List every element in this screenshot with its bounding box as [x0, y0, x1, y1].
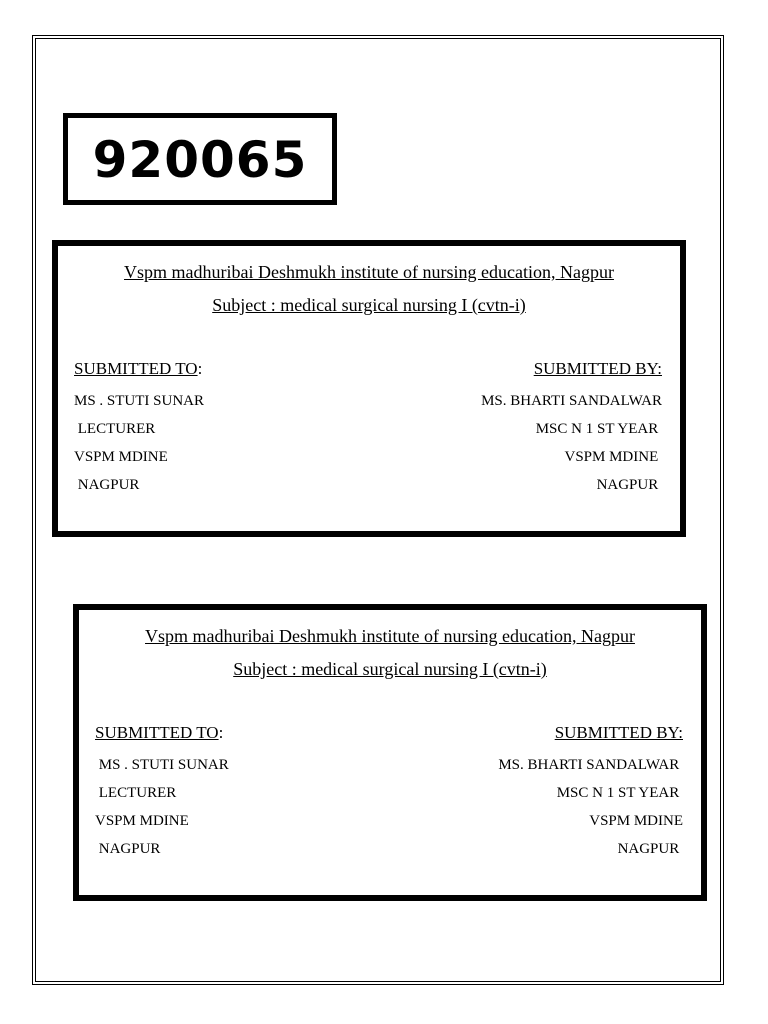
- submitted-to-line: NAGPUR: [74, 477, 140, 493]
- submitted-by-line: VSPM MDINE: [564, 449, 662, 465]
- id-number: 920065: [92, 131, 308, 189]
- submitted-by-line: VSPM MDINE: [589, 813, 683, 829]
- submitted-to-heading: SUBMITTED TO:: [95, 723, 224, 742]
- submission-card-2: [73, 604, 707, 901]
- submitted-to-line: NAGPUR: [95, 841, 161, 857]
- submitted-by-heading: SUBMITTED BY:: [533, 359, 662, 378]
- submitted-to-line: VSPM MDINE: [95, 813, 189, 829]
- submitted-by-heading: SUBMITTED BY:: [554, 723, 683, 742]
- submitted-to-block: [74, 359, 204, 499]
- submitted-to-line: LECTURER: [74, 421, 156, 437]
- submitted-to-line: LECTURER: [95, 785, 177, 801]
- submitted-by-block: [481, 359, 662, 499]
- institute-name: Vspm madhuribai Deshmukh institute of nursing education, Nagpur: [124, 262, 614, 282]
- subject-line: Subject : medical surgical nursing I (cvtn-i): [212, 295, 526, 315]
- submitted-by-block: [498, 723, 683, 863]
- submitted-to-line: MS . STUTI SUNAR: [95, 757, 229, 773]
- subject-line: Subject : medical surgical nursing I (cvtn-i): [233, 659, 547, 679]
- submitted-to-block: [95, 723, 229, 863]
- id-number-box: [63, 113, 337, 205]
- submitted-by-line: MS. BHARTI SANDALWAR: [481, 393, 662, 409]
- submitted-to-line: VSPM MDINE: [74, 449, 168, 465]
- submitted-by-line: MSC N 1 ST YEAR: [556, 785, 683, 801]
- submitted-by-line: MS. BHARTI SANDALWAR: [498, 757, 683, 773]
- submission-card-1: [52, 240, 686, 537]
- submitted-to-line: MS . STUTI SUNAR: [74, 393, 205, 409]
- submitted-by-line: NAGPUR: [617, 841, 683, 857]
- institute-name: Vspm madhuribai Deshmukh institute of nursing education, Nagpur: [145, 626, 635, 646]
- submitted-by-line: MSC N 1 ST YEAR: [535, 421, 662, 437]
- submitted-by-line: NAGPUR: [596, 477, 662, 493]
- submitted-to-heading: SUBMITTED TO:: [74, 359, 203, 378]
